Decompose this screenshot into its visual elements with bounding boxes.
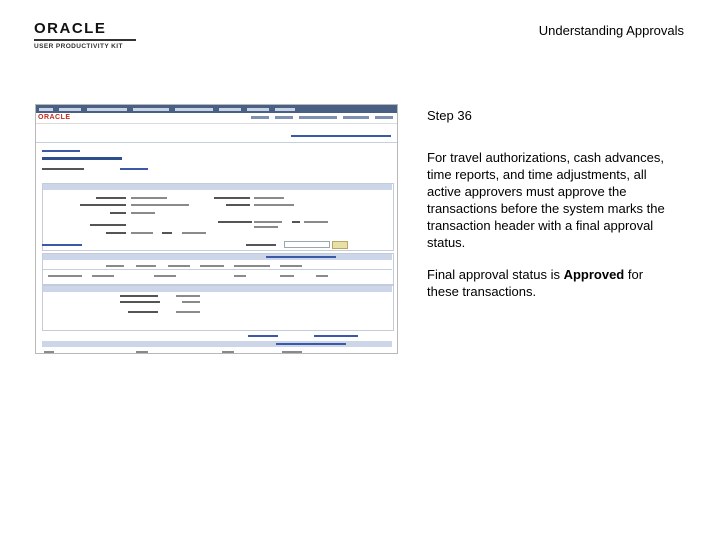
oracle-upk-logo <box>34 21 144 50</box>
screenshot-breadcrumb-bar <box>36 105 397 113</box>
logo-product: USER PRODUCTIVITY KIT <box>34 43 123 50</box>
step-title: Step 36 <box>427 108 472 123</box>
note-approved-status: Approved <box>563 267 625 282</box>
screenshot-oracle-logo: ORACLE <box>38 114 71 121</box>
note-prefix: Final approval status is <box>427 267 564 282</box>
page-title: Understanding Approvals <box>538 23 684 38</box>
step-note <box>427 266 677 300</box>
application-screenshot <box>35 104 398 354</box>
logo-brand: ORACLE <box>34 20 107 37</box>
logo-divider <box>34 39 136 41</box>
note-suffix: for these transactions. <box>427 267 644 299</box>
screenshot-header-bar <box>36 113 397 124</box>
step-description: For travel authorizations, cash advances, time reports, and time adjustments, all active approvers must approve the transactions before the system marks the transaction header with a final approval status. <box>427 150 665 250</box>
